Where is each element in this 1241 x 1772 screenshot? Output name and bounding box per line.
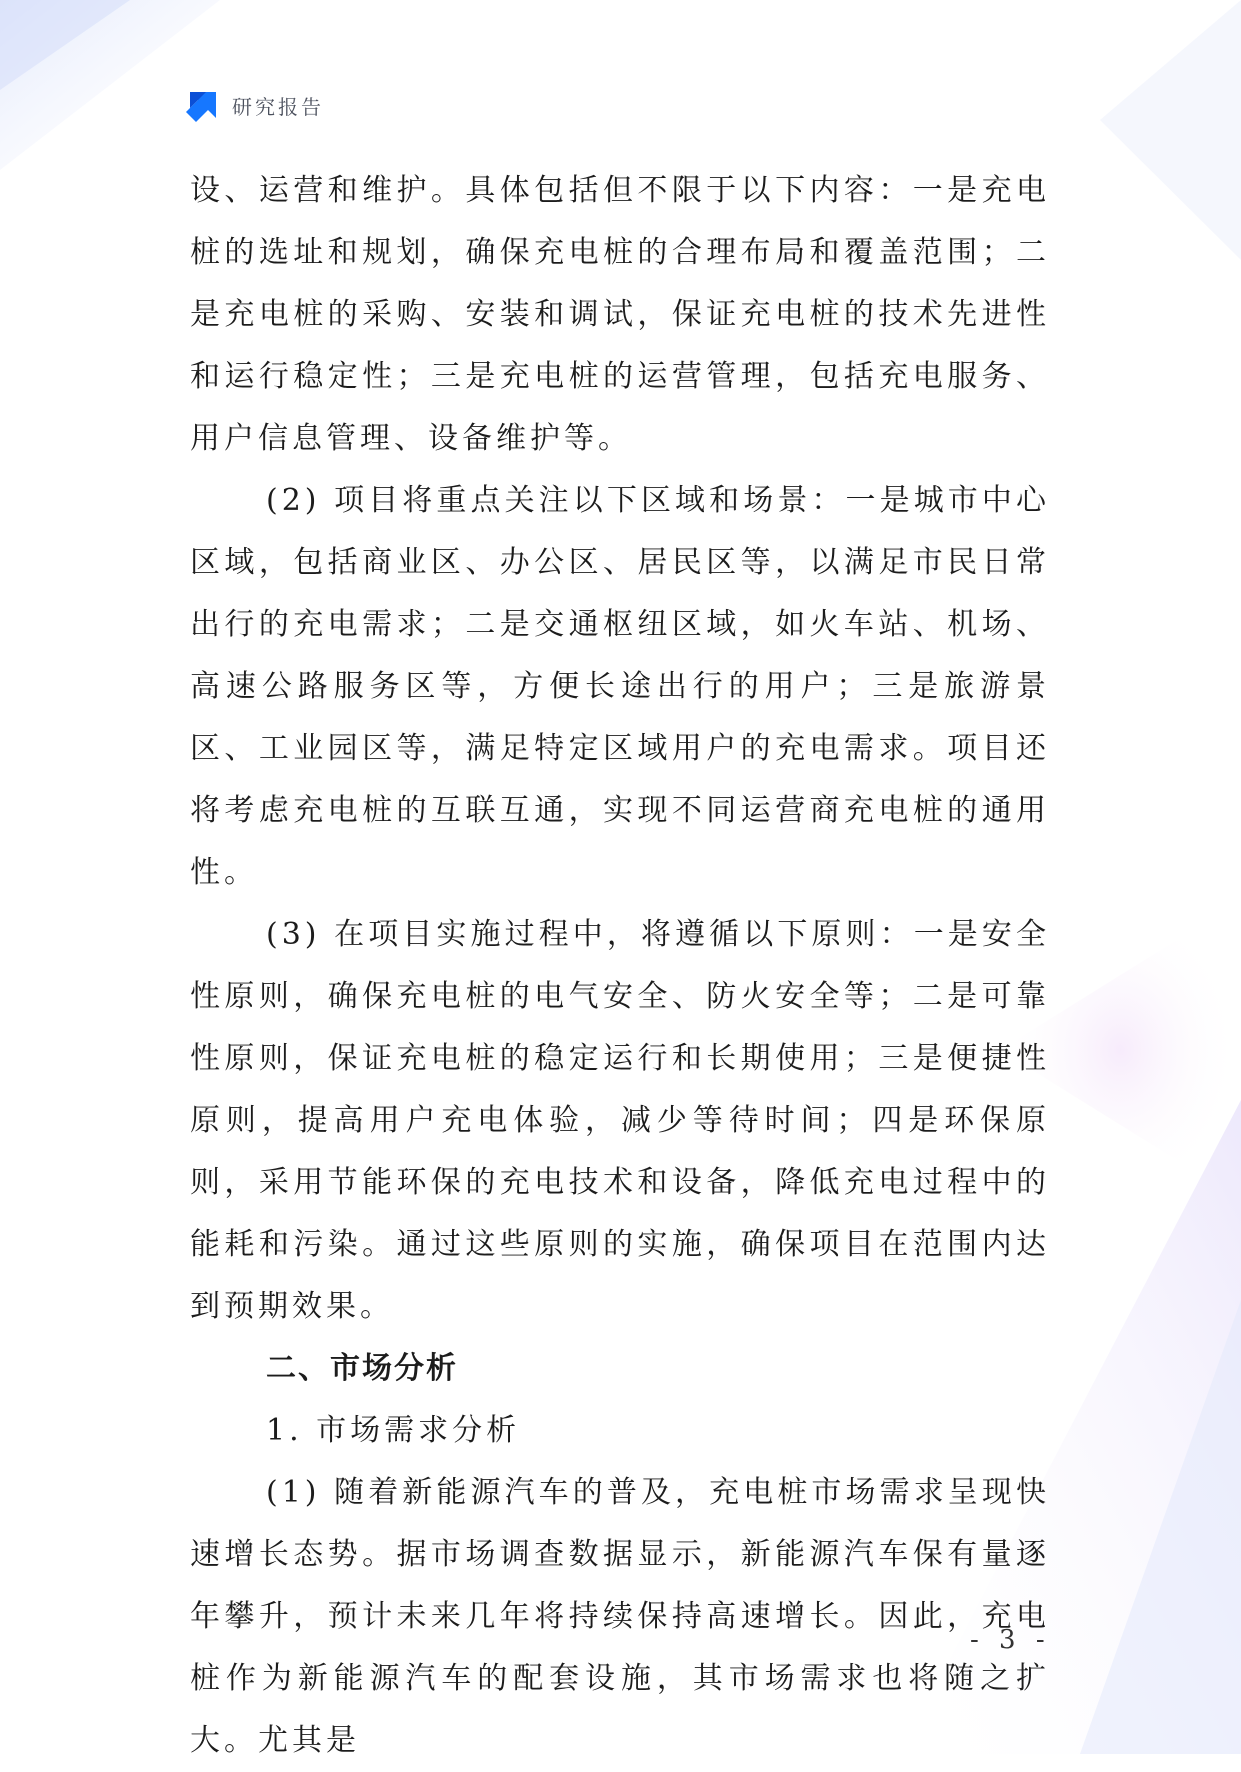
arrow-logo-icon [186,88,220,122]
report-header [186,88,324,122]
paragraph-3: (3) 在项目实施过程中，将遵循以下原则：一是安全性原则，确保充电桩的电气安全、防火安全等；二是可靠性原则，保证充电桩的稳定运行和长期使用；三是便捷性原则，提高用户充电体验，减少等待时间；四是环保原则，采用节能环保的充电技术和设备，降低充电过程中的能耗和污染。通过这些原则的实施，确保项目在范围内达到预期效果。 [190,917,1050,1324]
header-title: 研究报告 [232,94,324,119]
paragraph-continued: 设、运营和维护。具体包括但不限于以下内容：一是充电桩的选址和规划，确保充电桩的合理布局和覆盖范围；二是充电桩的采购、安装和调试，保证充电桩的技术先进性和运行稳定性；三是充电桩的运营管理，包括充电服务、用户信息管理、设备维护等。 [190,173,1050,456]
section-heading: 二、市场分析 [266,1351,458,1386]
page-number: - 3 - [970,1625,1051,1655]
paragraph-4: (1) 随着新能源汽车的普及，充电桩市场需求呈现快速增长态势。据市场调查数据显示，新能源汽车保有量逐年攀升，预计未来几年将持续保持高速增长。因此，充电桩作为新能源汽车的配套设施，其市场需求也将随之扩大。尤其是 [190,1475,1050,1758]
paragraph-2: (2) 项目将重点关注以下区域和场景：一是城市中心区域，包括商业区、办公区、居民区等，以满足市民日常出行的充电需求；二是交通枢纽区域，如火车站、机场、高速公路服务区等，方便长途出行的用户；三是旅游景区、工业园区等，满足特定区域用户的充电需求。项目还将考虑充电桩的互联互通，实现不同运营商充电桩的通用性。 [190,483,1050,890]
document-body [190,160,1050,1772]
subsection-heading: 1. 市场需求分析 [266,1413,521,1448]
